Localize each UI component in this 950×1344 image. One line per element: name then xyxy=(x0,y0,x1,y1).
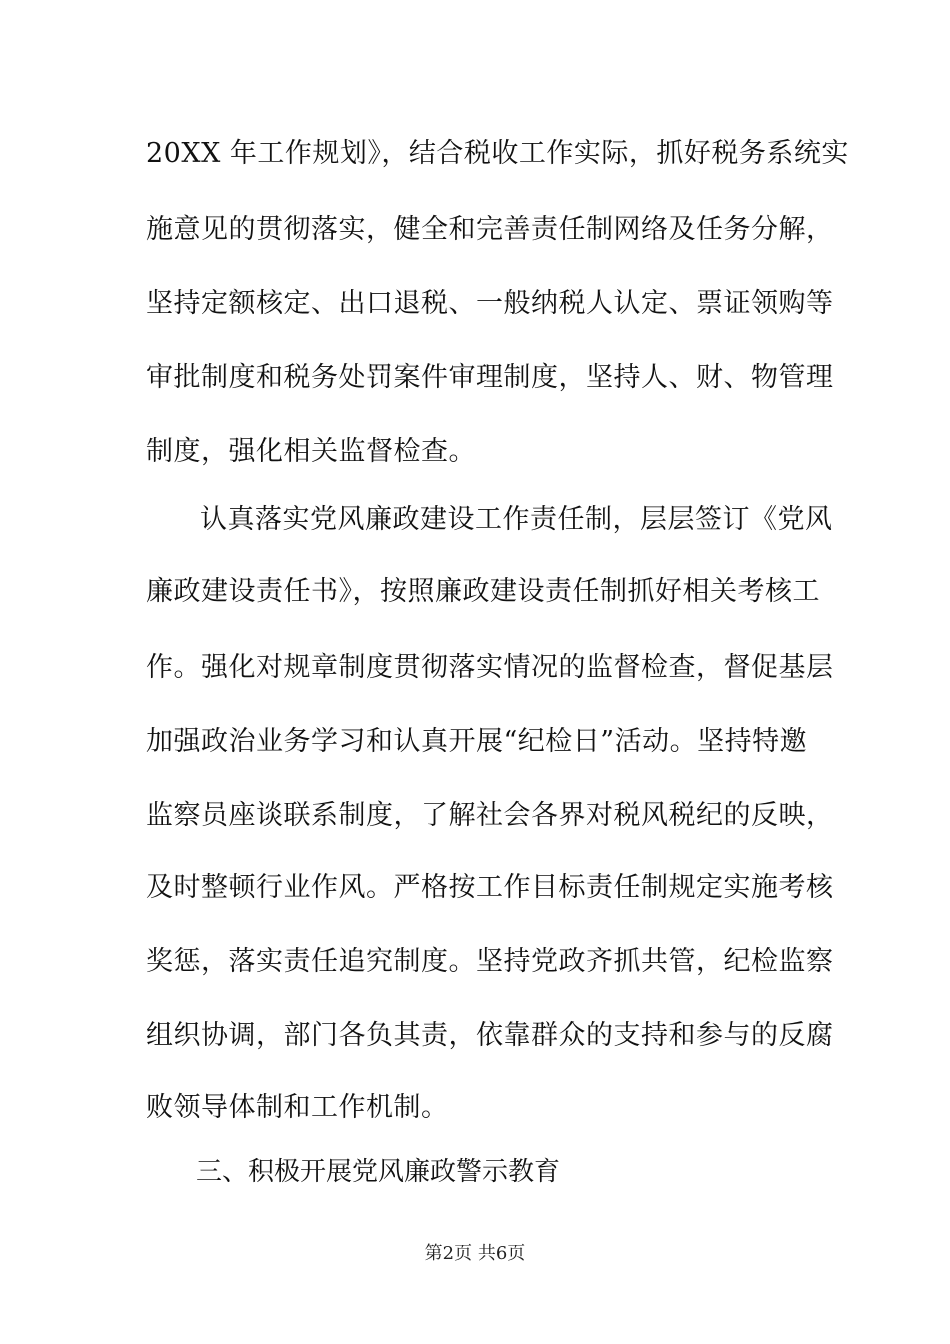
text-line: 奖惩，落实责任追究制度。坚持党政齐抓共管，纪检监察 xyxy=(146,946,834,977)
text-line: 审批制度和税务处罚案件审理制度，坚持人、财、物管理 xyxy=(146,362,834,393)
page-footer: 第2页 共6页 xyxy=(424,1243,526,1264)
text-line: 廉政建设责任书》，按照廉政建设责任制抓好相关考核工 xyxy=(146,576,820,607)
text-line: 败领导体制和工作机制。 xyxy=(146,1092,449,1123)
text-line: 组织协调，部门各负其责，依靠群众的支持和参与的反腐 xyxy=(146,1020,834,1051)
text-line: 施意见的贯彻落实，健全和完善责任制网络及任务分解， xyxy=(146,214,834,245)
text-line: 作。强化对规章制度贯彻落实情况的监督检查，督促基层 xyxy=(146,652,834,683)
text-line: 及时整顿行业作风。严格按工作目标责任制规定实施考核 xyxy=(146,872,834,903)
text-line: 制度，强化相关监督检查。 xyxy=(146,436,476,467)
text-line: 加强政治业务学习和认真开展“纪检日”活动。坚持特邀 xyxy=(146,726,808,757)
text-line: 监察员座谈联系制度，了解社会各界对税风税纪的反映， xyxy=(146,800,834,831)
section-heading: 三、积极开展党风廉政警示教育 xyxy=(196,1157,561,1187)
text-line: 20XX 年工作规划》，结合税收工作实际，抓好税务系统实 xyxy=(146,138,849,169)
text-line: 认真落实党风廉政建设工作责任制，层层签订《党风 xyxy=(200,504,833,535)
text-line: 坚持定额核定、出口退税、一般纳税人认定、票证领购等 xyxy=(146,288,834,319)
